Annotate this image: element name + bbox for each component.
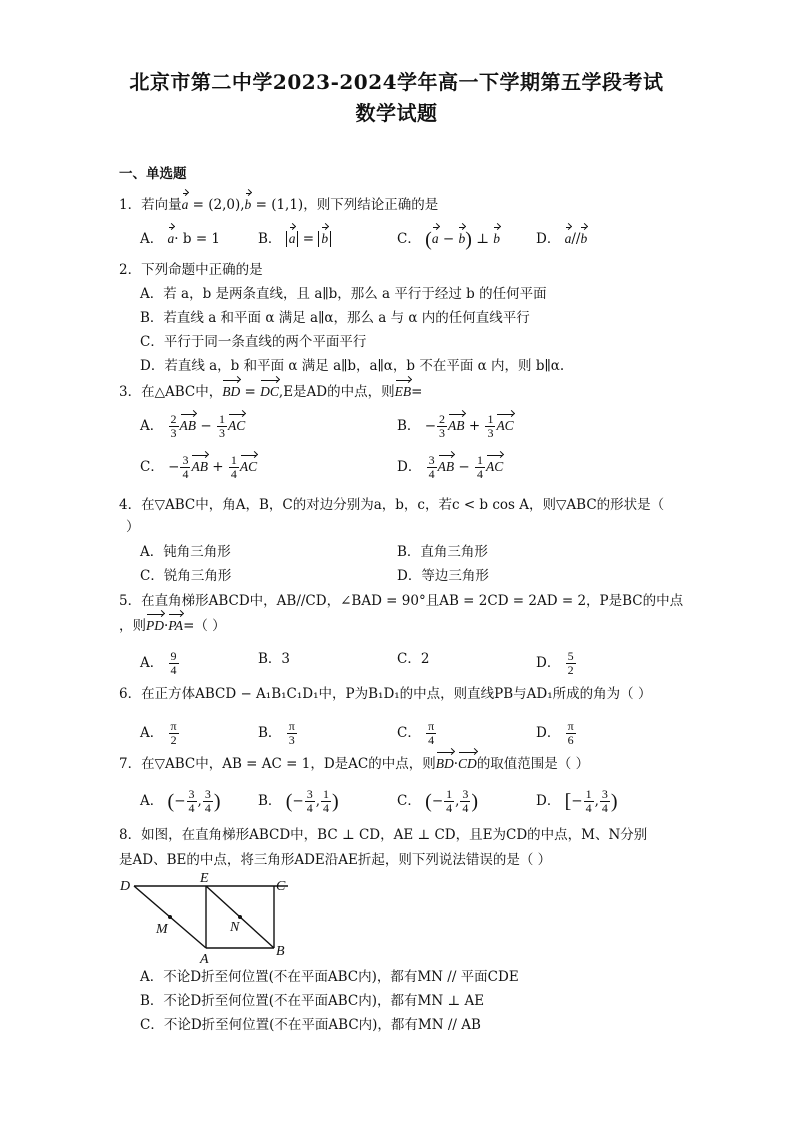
q7-option-c[interactable]: C． (− $\frac{1}{4}$ , $\frac{3}{4}$ ): [397, 787, 479, 815]
label-e: E: [200, 871, 209, 886]
q4-option-d[interactable]: D．等边三角形: [397, 568, 489, 584]
point-m: [168, 915, 172, 919]
q8-option-a[interactable]: A．不论D折至何位置(不在平面ABC内)，都有MN // 平面CDE: [140, 969, 519, 985]
q3-stem: 3．在△ABC中，BD = DC,E是AD的中点，则EB=: [119, 384, 423, 400]
q6-option-c[interactable]: C． $\frac{\pi}{4}$: [397, 719, 435, 747]
q8-stem-1: 8．如图，在直角梯形ABCD中，BC ⊥ CD，AE ⊥ CD，且E为CD的中点，M、N分别: [119, 827, 648, 843]
q6-option-d[interactable]: D． $\frac{\pi}{6}$: [536, 719, 574, 747]
section-heading: 一、单选题: [119, 166, 187, 182]
q3-option-c[interactable]: C． − $\frac{3}{4}$ AB + $\frac{1}{4}$ AC: [140, 453, 258, 481]
q8-option-b[interactable]: B．不论D折至何位置(不在平面ABC内)，都有MN ⊥ AE: [140, 993, 485, 1009]
q4-stem-close: ）: [126, 519, 140, 535]
q5-option-a[interactable]: A． $\frac{9}{4}$: [140, 649, 177, 677]
q2-stem: 2．下列命题中正确的是: [119, 262, 263, 278]
q7-option-d[interactable]: D． [− $\frac{1}{4}$ , $\frac{3}{4}$ ): [536, 787, 618, 815]
q5-option-c[interactable]: C．2: [397, 651, 430, 667]
q5-stem-2: ，则PD·PA=（ ）: [119, 618, 226, 634]
q1-stem: 1．若向量a = (2,0),b = (1,1)，则下列结论正确的是: [119, 197, 439, 213]
label-a: A: [200, 952, 209, 965]
q6-option-b[interactable]: B． $\frac{\pi}{3}$: [258, 719, 295, 747]
q5-option-d[interactable]: D． $\frac{5}{2}$: [536, 649, 574, 677]
q7-option-a[interactable]: A． (− $\frac{3}{4}$ , $\frac{3}{4}$ ): [140, 787, 221, 815]
q2-option-c[interactable]: C．平行于同一条直线的两个平面平行: [140, 334, 367, 350]
q4-option-b[interactable]: B．直角三角形: [397, 544, 488, 560]
q3-option-d[interactable]: D． $\frac{3}{4}$ AB − $\frac{1}{4}$ AC: [397, 453, 504, 481]
q4-stem: 4．在▽ABC中，角A，B，C的对边分别为a，b，c，若c < b cos A，则▽ABC的形状是（: [119, 497, 665, 513]
q6-option-a[interactable]: A． $\frac{\pi}{2}$: [140, 719, 177, 747]
q8-stem-2: 是AD、BE的中点，将三角形ADE沿AE折起，则下列说法错误的是（ ）: [119, 852, 552, 868]
q6-stem: 6．在正方体ABCD − A₁B₁C₁D₁中，P为B₁D₁的中点，则直线PB与AD₁所成的角为（ ）: [119, 686, 652, 702]
q1-option-c[interactable]: C． (a − b) ⊥ b: [397, 228, 500, 251]
label-c: C: [276, 879, 286, 894]
exam-title: 北京市第二中学2023-2024学年高一下学期第五学段考试: [129, 70, 664, 94]
q1-option-d[interactable]: D． a//b: [536, 231, 588, 247]
label-b: B: [276, 944, 285, 959]
q3-option-a[interactable]: A． $\frac{2}{3}$ AB − $\frac{1}{3}$ AC: [140, 412, 246, 440]
exam-subtitle: 数学试题: [355, 101, 438, 125]
q4-option-c[interactable]: C．锐角三角形: [140, 568, 232, 584]
q3-option-b[interactable]: B． − $\frac{2}{3}$ AB + $\frac{1}{3}$ AC: [397, 412, 514, 440]
q2-option-b[interactable]: B．若直线 a 和平面 α 满足 a∥α，那么 a 与 α 内的任何直线平行: [140, 310, 530, 326]
q8-option-c[interactable]: C．不论D折至何位置(不在平面ABC内)，都有MN // AB: [140, 1017, 481, 1033]
q5-stem: 5．在直角梯形ABCD中，AB//CD，∠BAD = 90°且AB = 2CD = 2AD = 2，P是BC的中点: [119, 593, 684, 609]
trapezoid-figure: [118, 870, 298, 965]
q2-option-d[interactable]: D．若直线 a，b 和平面 α 满足 a∥b，a∥α，b 不在平面 α 内，则 b∥α.: [140, 358, 565, 374]
label-m: M: [156, 922, 168, 937]
point-n: [238, 915, 242, 919]
q7-option-b[interactable]: B． (− $\frac{3}{4}$ , $\frac{1}{4}$ ): [258, 787, 339, 815]
label-d: D: [120, 879, 131, 894]
q2-option-a[interactable]: A．若 a，b 是两条直线，且 a∥b，那么 a 平行于经过 b 的任何平面: [140, 286, 547, 302]
q7-stem: 7．在▽ABC中，AB = AC = 1，D是AC的中点，则BD·CD的取值范围是（ ）: [119, 756, 590, 772]
q5-option-b[interactable]: B．3: [258, 651, 291, 667]
q4-option-a[interactable]: A．钝角三角形: [140, 544, 231, 560]
q1-option-a[interactable]: A． a· b = 1: [140, 231, 221, 247]
q1-option-b[interactable]: B． a = b: [258, 230, 331, 248]
label-n: N: [230, 920, 240, 935]
